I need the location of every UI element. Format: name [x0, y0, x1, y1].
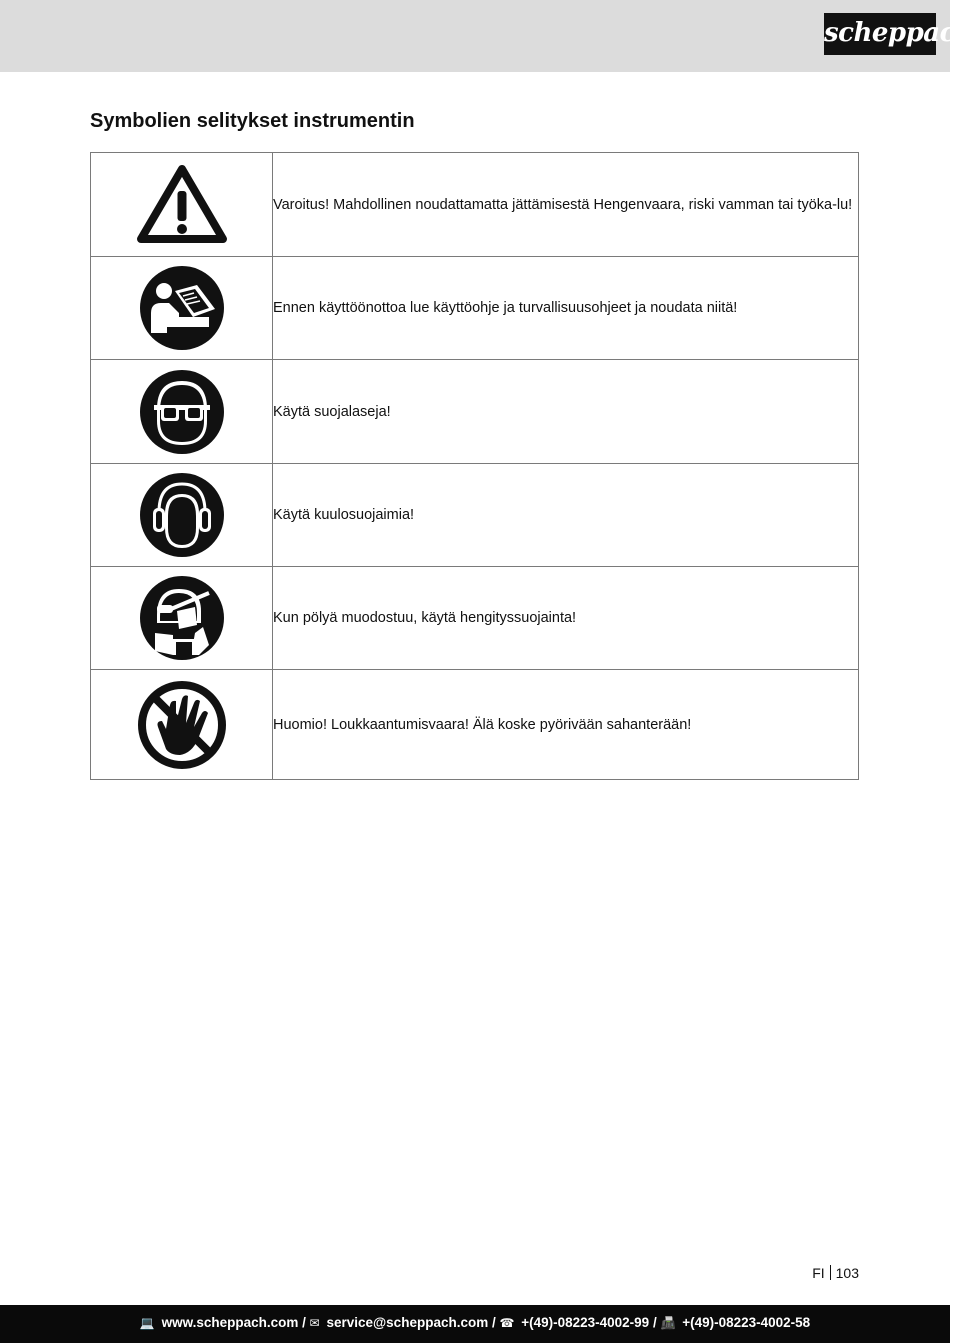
phone-icon: ☎: [499, 1316, 515, 1330]
symbol-description: Varoitus! Mahdollinen noudattamatta jättämisestä Hengenvaara, riski vamman tai työka-lu!: [273, 153, 859, 257]
table-row: [91, 567, 859, 670]
footer-fax: +(49)-08223-4002-58: [682, 1315, 811, 1330]
icon-cell: [91, 567, 273, 670]
symbol-description: Käytä suojalaseja!: [273, 360, 859, 464]
email-icon: ✉: [309, 1316, 320, 1330]
icon-cell: [91, 464, 273, 567]
symbol-description: Kun pölyä muodostuu, käytä hengityssuojainta!: [273, 567, 859, 670]
footer-phone: +(49)-08223-4002-99: [521, 1315, 650, 1330]
page-number-value: 103: [835, 1265, 859, 1281]
computer-icon: 💻: [139, 1316, 155, 1330]
fax-icon: 📠: [660, 1316, 676, 1330]
footer-separator: /: [652, 1315, 661, 1330]
page-lang: FI: [812, 1265, 825, 1281]
dust-mask-icon: [139, 575, 225, 661]
footer-website[interactable]: www.scheppach.com: [161, 1315, 299, 1330]
read-manual-icon: [139, 265, 225, 351]
table-row: [91, 464, 859, 567]
icon-cell: [91, 257, 273, 360]
header-band: [0, 0, 973, 72]
ear-protection-icon: [139, 472, 225, 558]
icon-cell: [91, 670, 273, 780]
table-row: [91, 153, 859, 257]
page-number: [812, 1265, 859, 1281]
footer-separator: /: [302, 1315, 310, 1330]
page-title: Symbolien selitykset instrumentin: [90, 110, 415, 132]
table-row: [91, 670, 859, 780]
symbol-description: Huomio! Loukkaantumisvaara! Älä koske pyörivään sahanterään!: [273, 670, 859, 780]
page-number-divider: [830, 1265, 831, 1280]
icon-cell: [91, 360, 273, 464]
footer-band: [0, 1305, 950, 1343]
warning-triangle-icon: [137, 165, 227, 245]
symbol-description: Käytä kuulosuojaimia!: [273, 464, 859, 567]
icon-cell: [91, 153, 273, 257]
symbol-description: Ennen käyttöönottoa lue käyttöohje ja turvallisuusohjeet ja noudata niitä!: [273, 257, 859, 360]
no-touch-hand-icon: [136, 679, 228, 771]
footer-separator: /: [491, 1315, 500, 1330]
safety-goggles-icon: [139, 369, 225, 455]
footer-email[interactable]: service@scheppach.com: [326, 1315, 489, 1330]
symbols-table: [90, 152, 859, 780]
table-row: [91, 360, 859, 464]
table-row: [91, 257, 859, 360]
scheppach-logo: scheppach: [824, 13, 936, 55]
